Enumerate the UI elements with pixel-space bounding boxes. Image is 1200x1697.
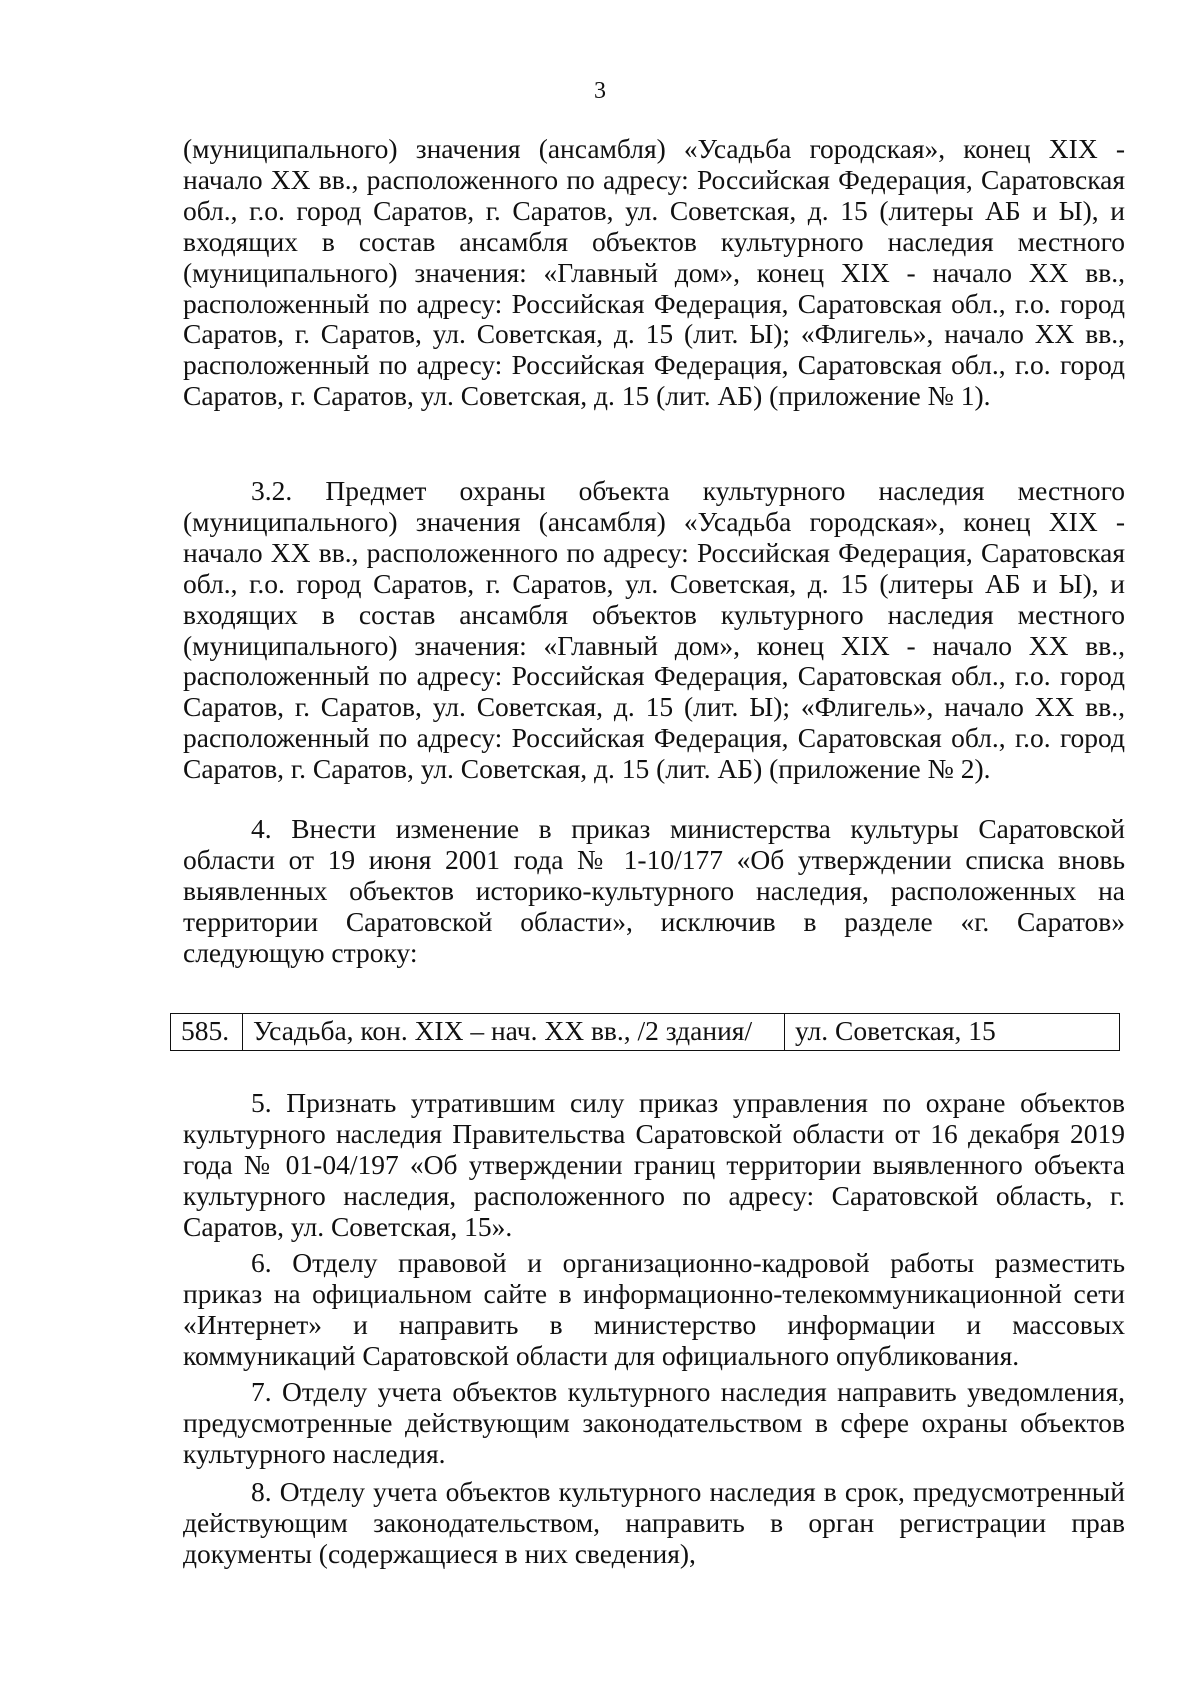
paragraph-3-2 [183,476,1125,785]
row-number: 585. [171,1014,243,1050]
paragraph-text: 8. Отделу учета объектов культурного наследия в срок, предусмотренный действующим законодательством, направить в орган регистрации прав документы (содержащиеся в них сведения), [183,1476,1125,1569]
paragraph-5 [183,1088,1125,1243]
object-name: Усадьба, кон. XIX – нач. XX вв., /2 здания/ [243,1014,785,1050]
paragraph-text: 4. Внести изменение в приказ министерства культуры Саратовской области от 19 июня 2001 года № 1-10/177 «Об утверждении списка вновь выявленных объектов историко-культурного наследия, расположенных на территории Саратовской области», исключив в разделе «г. Саратов» следующую строку: [183,813,1125,968]
paragraph-text: (муниципального) значения (ансамбля) «Усадьба городская», конец XIX - начало XX вв., расположенного по адресу: Российская Федерация, Саратовская обл., г.о. город Саратов, г. Саратов, ул. Советская, д. 15 (литеры АБ и Ы), и входящих в состав ансамбля объектов культурного наследия местного (муниципального) значения: «Главный дом», конец XIX - начало XX вв., расположенный по адресу: Российская Федерация, Саратовская обл., г.о. город Саратов, г. Саратов, ул. Советская, д. 15 (лит. Ы); «Флигель», начало XX вв., расположенный по адресу: Российская Федерация, Саратовская обл., г.о. город Саратов, г. Саратов, ул. Советская, д. 15 (лит. АБ) (приложение № 1). [183,133,1125,412]
paragraph-text: 3.2. Предмет охраны объекта культурного наследия местного (муниципального) значения (ансамбля) «Усадьба городская», конец XIX - начало XX вв., расположенного по адресу: Российская Федерация, Саратовская обл., г.о. город Саратов, г. Саратов, ул. Советская, д. 15 (литеры АБ и Ы), и входящих в состав ансамбля объектов культурного наследия местного (муниципального) значения: «Главный дом», конец XIX - начало XX вв., расположенный по адресу: Российская Федерация, Саратовская обл., г.о. город Саратов, г. Саратов, ул. Советская, д. 15 (лит. Ы); «Флигель», начало XX вв., расположенный по адресу: Российская Федерация, Саратовская обл., г.о. город Саратов, г. Саратов, ул. Советская, д. 15 (лит. АБ) (приложение № 2). [183,475,1125,785]
paragraph-text: 5. Признать утратившим силу приказ управления по охране объектов культурного наследия Правительства Саратовской области от 16 декабря 2019 года № 01-04/197 «Об утверждении границ территории выявленного объекта культурного наследия, расположенного по адресу: Саратовской область, г. Саратов, ул. Советская, 15». [183,1087,1125,1242]
page-number: 3 [594,78,606,104]
object-address: ул. Советская, 15 [795,1015,996,1046]
paragraph-text: 6. Отделу правовой и организационно-кадровой работы разместить приказ на официальном сайте в информационно-телекоммуникационной сети «Интернет» и направить в министерство информации и массовых коммуникаций Саратовской области для официального опубликования. [183,1247,1125,1371]
paragraph-8 [183,1477,1125,1570]
paragraph-6 [183,1248,1125,1372]
paragraph-text: 7. Отделу учета объектов культурного наследия направить уведомления, предусмотренные действующим законодательством в сфере охраны объектов культурного наследия. [183,1376,1125,1469]
paragraph-7 [183,1377,1125,1470]
excluded-object-row [170,1013,1120,1051]
paragraph-continuation [183,134,1125,412]
paragraph-4 [183,814,1125,969]
